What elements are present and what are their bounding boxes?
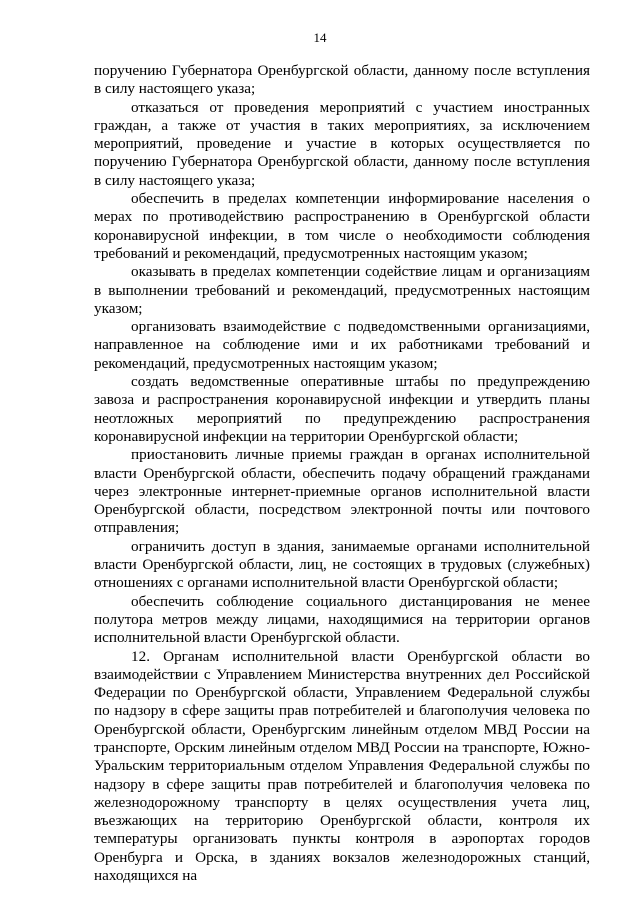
- paragraph-suspend-receptions: приостановить личные приемы граждан в органах исполнительной власти Оренбургской области, обеспечить подачу обращений гражданами через электронные интернет-приемные органов исполнительной власти Оренбургской области, посредством электронной почты или почтового отправления;: [94, 446, 590, 537]
- paragraph-item-12: 12. Органам исполнительной власти Оренбургской области во взаимодействии с Управлением Министерства внутренних дел Российской Федерации по Оренбургской области, Управлением Федеральной службы по надзору в сфере защиты прав потребителей и благополучия человека по Оренбургской области, Оренбургским линейным отделом МВД России на транспорте, Орским линейным отделом МВД России на транспорте, Южно-Уральским территориальным отделом Управления Федеральной службы по надзору в сфере защиты прав потребителей и благополучия человека по железнодорожному транспорту в целях осуществления учета лиц, въезжающих на территорию Оренбургской области, контроля их температуры организовать пункты контроля в аэропортах городов Оренбурга и Орска, в зданиях вокзалов железнодорожных станций, находящихся на: [94, 647, 590, 885]
- paragraph-foreign-events: отказаться от проведения мероприятий с участием иностранных граждан, а также от участия в таких мероприятиях, за исключением мероприятий, проведение и участие в которых осуществляется по поручению Губернатора Оренбургской области, данному после вступления в силу настоящего указа;: [94, 98, 590, 189]
- paragraph-assist-organizations: оказывать в пределах компетенции содействие лицам и организациям в выполнении требований и рекомендаций, предусмотренных настоящим указом;: [94, 263, 590, 317]
- page-number: 14: [313, 30, 327, 45]
- paragraph-continuation: поручению Губернатора Оренбургской области, данному после вступления в силу настоящего указа;: [94, 62, 590, 98]
- paragraph-operational-headquarters: создать ведомственные оперативные штабы по предупреждению завоза и распространения коронавирусной инфекции и утвердить планы неотложных мероприятий по предупреждению распространения коронавирусной инфекции на территории Оренбургской области;: [94, 373, 590, 445]
- paragraph-restrict-access: ограничить доступ в здания, занимаемые органами исполнительной власти Оренбургской области, лиц, не состоящих в трудовых (служебных) отношениях с органами исполнительной власти Оренбургской области;: [94, 537, 590, 592]
- paragraph-inform-population: обеспечить в пределах компетенции информирование населения о мерах по противодействию распространению в Оренбургской области коронавирусной инфекции, в том числе о необходимости соблюдения требований и рекомендаций, предусмотренных настоящим указом;: [94, 190, 590, 262]
- document-body: [94, 62, 590, 885]
- paragraph-subordinate-organizations: организовать взаимодействие с подведомственными организациями, направленное на соблюдение ими и их работниками требований и рекомендаций, предусмотренных настоящим указом;: [94, 318, 590, 372]
- paragraph-social-distancing: обеспечить соблюдение социального дистанцирования не менее полутора метров между лицами, находящимися на территории органов исполнительной власти Оренбургской области.: [94, 592, 590, 647]
